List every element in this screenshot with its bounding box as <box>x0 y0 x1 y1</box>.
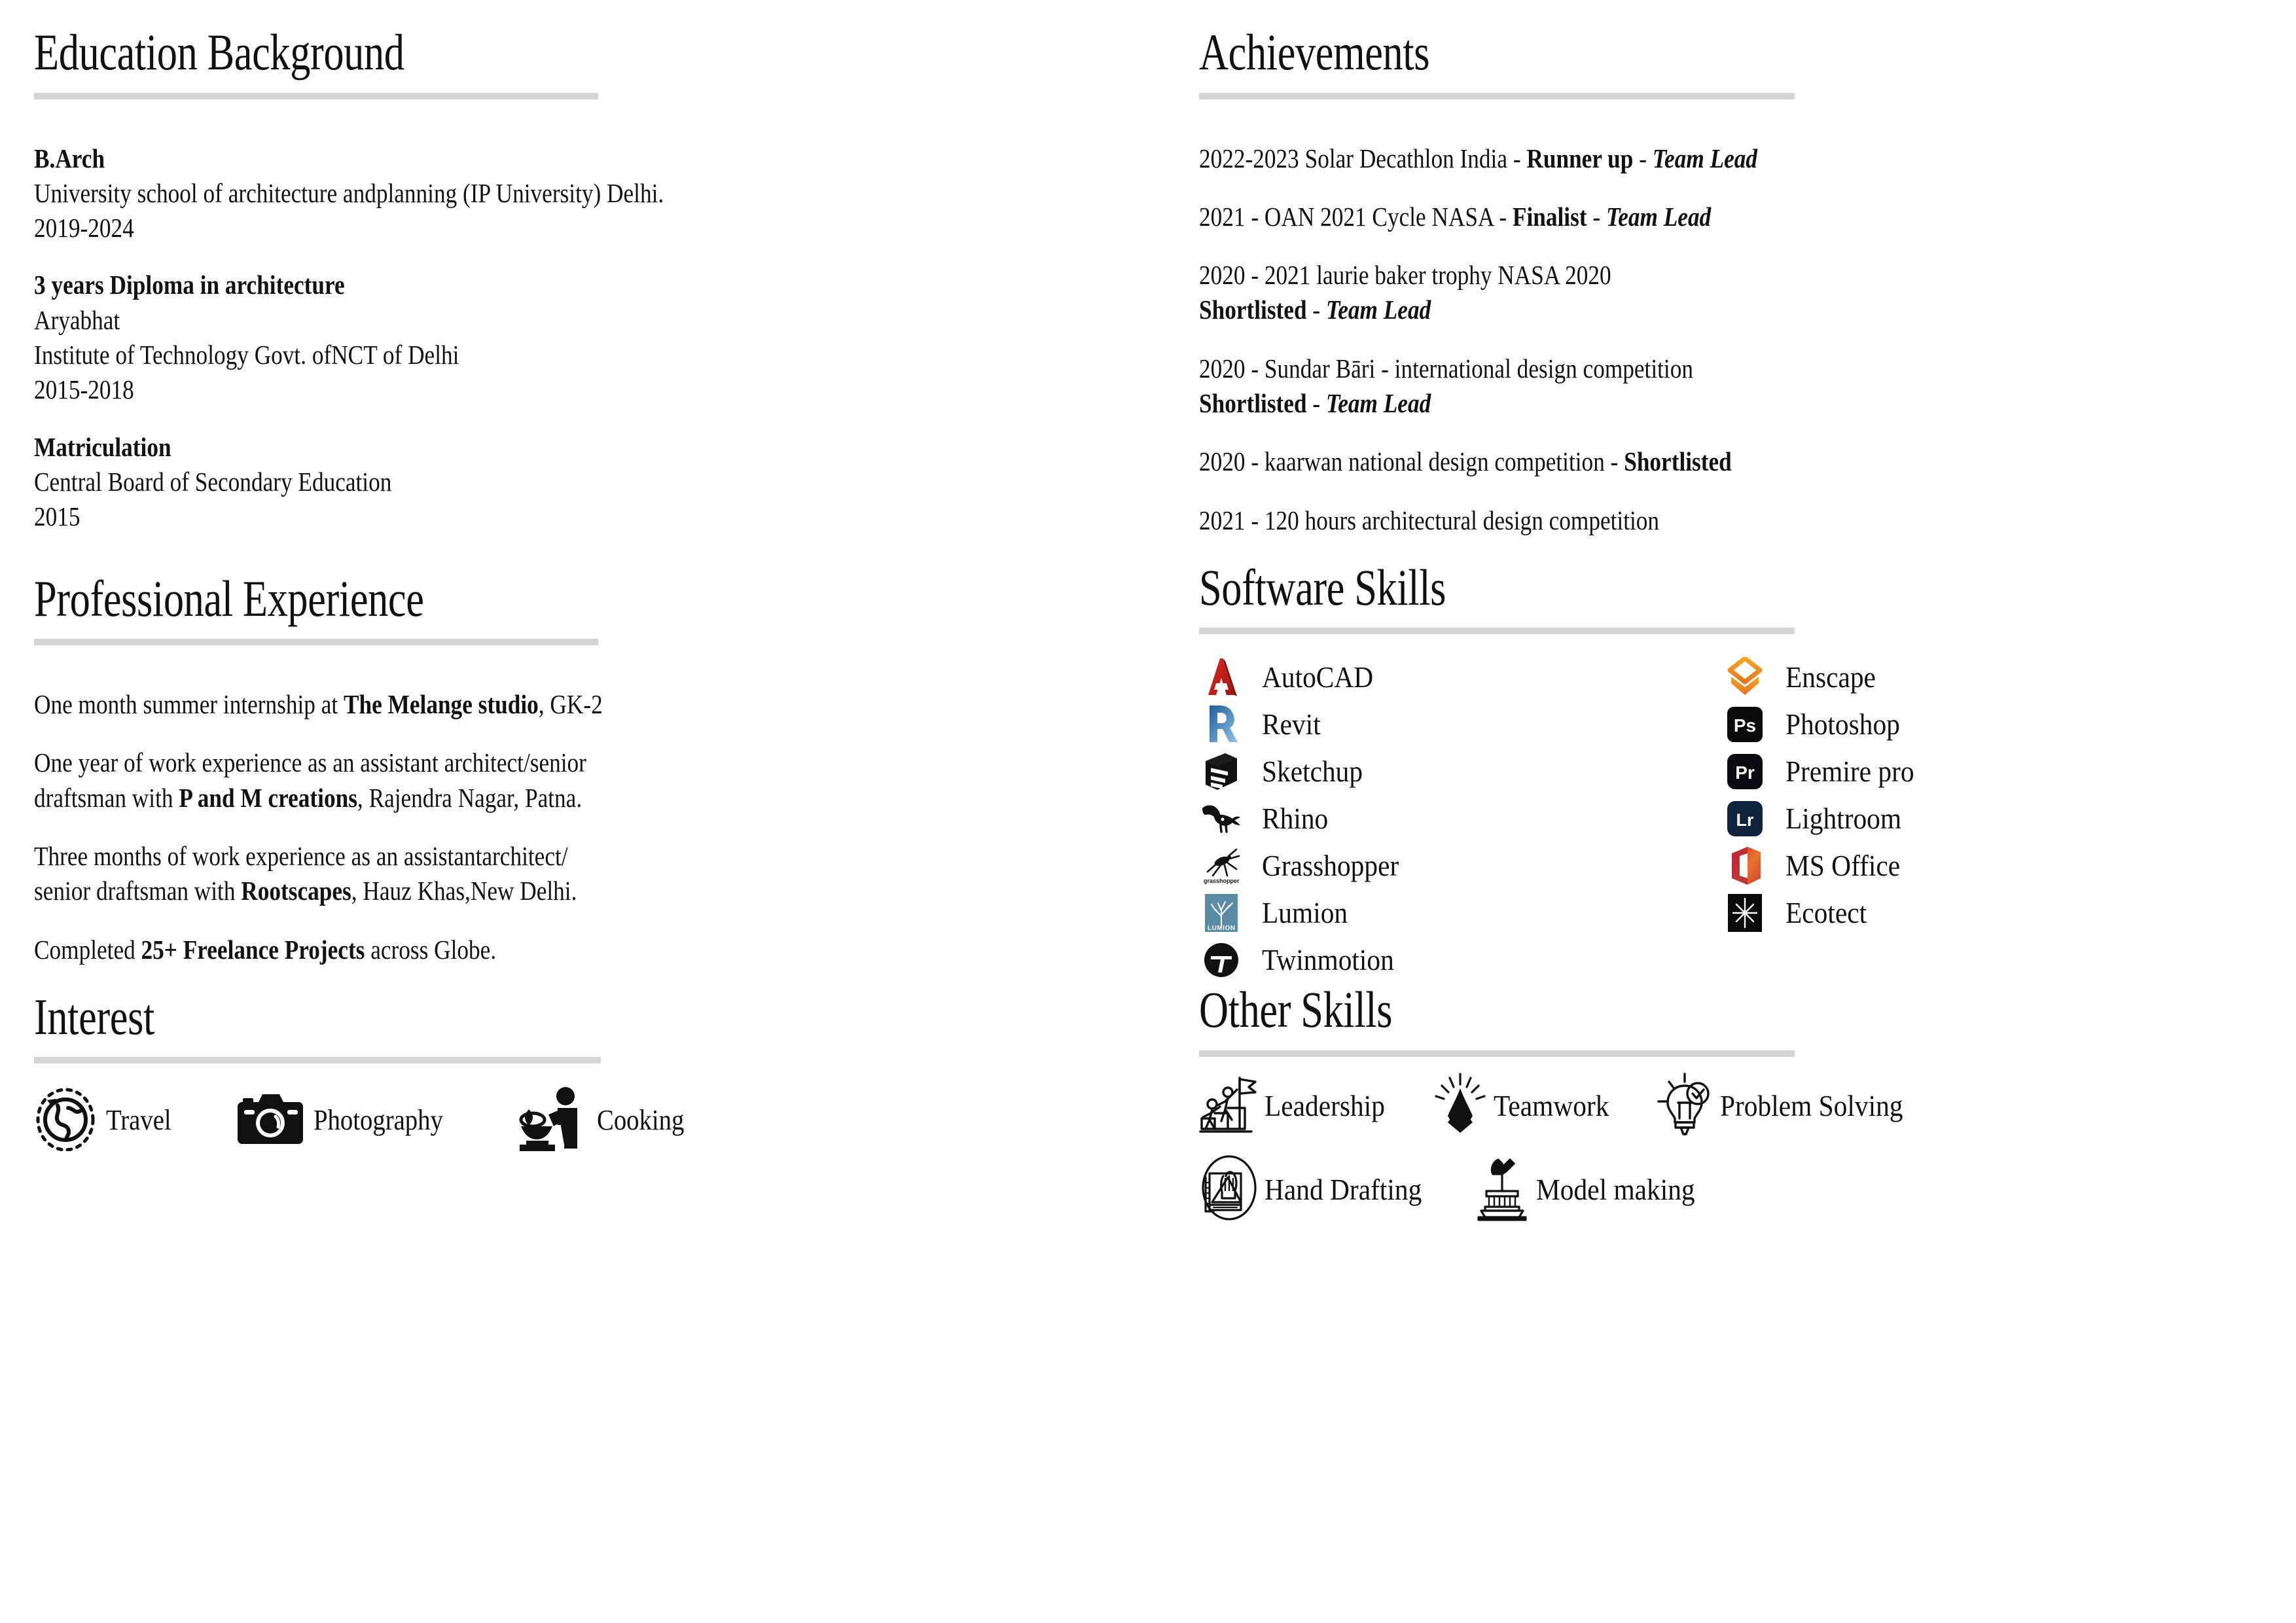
achievement-role: Team Lead <box>1325 388 1431 419</box>
achievement-line2 <box>1199 293 2142 327</box>
experience-text-plain2: , Rajendra Nagar, Patna. <box>357 782 583 813</box>
experience-text-plain: senior draftsman with <box>34 876 242 906</box>
education-degree: 3 years Diploma in architecture <box>34 270 345 300</box>
other-skill-label: Problem Solving <box>1720 1088 1903 1122</box>
experience-text-line2 <box>34 874 1013 908</box>
premiere-pro-icon <box>1723 753 1767 790</box>
svg-text:Pr: Pr <box>1735 762 1755 783</box>
interest-label: Cooking <box>597 1103 685 1136</box>
software-item-ms-office <box>1723 842 2207 889</box>
achievement-sep: - <box>1493 201 1513 232</box>
education-item <box>34 268 1172 407</box>
software-item-twinmotion <box>1199 936 1723 984</box>
lightbulb-check-icon <box>1656 1071 1715 1140</box>
software-item-revit <box>1199 701 1723 748</box>
software-skills-divider <box>1199 628 1795 634</box>
achievements-divider <box>1199 93 1795 99</box>
experience-divider <box>34 639 598 645</box>
interest-heading: Interest <box>34 988 154 1045</box>
achievement-title: 2020 - Sundar Bāri - international design competition <box>1199 353 1693 383</box>
experience-item <box>34 687 1172 722</box>
other-skill-leadership <box>1199 1073 1398 1139</box>
software-skills-heading: Software Skills <box>1199 558 1446 616</box>
experience-section <box>34 569 1172 967</box>
software-skills-grid <box>1199 654 2296 984</box>
achievement-sep2: - <box>1633 143 1653 173</box>
other-skills-row-2 <box>1199 1154 2296 1224</box>
education-institution: Central Board of Secondary Education <box>34 466 392 497</box>
leadership-flag-icon <box>1199 1073 1259 1139</box>
achievement-title: 2020 - kaarwan national design competition <box>1199 446 1605 477</box>
experience-item <box>34 745 1172 815</box>
achievement-result: Shortlisted <box>1199 388 1307 419</box>
interest-items <box>34 1086 1172 1154</box>
other-skill-model-making <box>1473 1154 1713 1224</box>
experience-text-plain: One month summer internship at <box>34 689 344 720</box>
interest-label: Travel <box>106 1103 171 1136</box>
software-name: Grasshopper <box>1262 849 1399 882</box>
achievement-item <box>1199 258 2296 328</box>
interest-item-cooking <box>517 1086 696 1154</box>
other-skill-label: Teamwork <box>1494 1088 1609 1122</box>
achievement-line <box>1199 141 2142 176</box>
software-item-rhino <box>1199 795 1723 842</box>
experience-text <box>34 687 1013 722</box>
education-institution: University school of architecture andplanning (IP University) Delhi. <box>34 177 664 208</box>
achievement-item <box>1199 444 2296 479</box>
education-institution: Aryabhat <box>34 304 120 335</box>
software-name: AutoCAD <box>1262 660 1374 694</box>
other-skills-divider <box>1199 1050 1795 1057</box>
hand-drafting-icon <box>1199 1155 1259 1224</box>
achievement-result: Shortlisted <box>1624 446 1732 477</box>
software-name: Enscape <box>1785 660 1876 694</box>
software-name: Lightroom <box>1785 802 1902 835</box>
software-item-sketchup <box>1199 748 1723 795</box>
software-name: Lumion <box>1262 896 1348 929</box>
experience-text-bold: Rootscapes <box>241 876 351 906</box>
globe-travel-icon <box>34 1086 97 1154</box>
achievement-result: Shortlisted <box>1199 294 1307 325</box>
camera-icon <box>236 1090 304 1150</box>
other-skill-label: Hand Drafting <box>1265 1172 1422 1206</box>
education-years: 2019-2024 <box>34 213 134 243</box>
teamwork-hands-icon <box>1432 1073 1488 1139</box>
experience-text-line1: One year of work experience as an assistant architect/senior <box>34 747 586 778</box>
cooking-icon <box>517 1086 588 1154</box>
experience-text-bold: The Melange studio <box>344 689 539 720</box>
other-skill-label: Leadership <box>1265 1088 1385 1122</box>
ecotect-icon <box>1723 893 1767 933</box>
software-item-grasshopper <box>1199 842 1723 889</box>
other-skill-label: Model making <box>1535 1172 1695 1206</box>
ms-office-icon <box>1723 846 1767 886</box>
software-name: Rhino <box>1262 802 1329 835</box>
other-skills-section <box>1199 981 2296 1224</box>
interest-item-travel <box>34 1086 180 1154</box>
experience-text-plain2: across Globe. <box>365 934 497 965</box>
sketchup-icon <box>1199 752 1244 791</box>
education-item <box>34 430 1172 535</box>
other-skill-hand-drafting <box>1199 1155 1439 1224</box>
autocad-icon <box>1199 657 1244 698</box>
achievement-item <box>1199 200 2296 234</box>
education-item <box>34 141 1172 246</box>
education-section <box>34 26 1172 535</box>
achievements-list <box>1199 141 2296 538</box>
education-degree: Matriculation <box>34 431 171 462</box>
education-degree: B.Arch <box>34 143 105 173</box>
education-divider <box>34 93 598 99</box>
education-years: 2015 <box>34 501 81 532</box>
achievements-section <box>1199 26 2296 538</box>
other-skills-heading: Other Skills <box>1199 981 1393 1039</box>
software-item-lumion <box>1199 889 1723 936</box>
software-name: Premire pro <box>1785 755 1914 788</box>
software-name: Revit <box>1262 707 1321 741</box>
svg-text:Lr: Lr <box>1736 810 1754 830</box>
achievement-sep: - <box>1306 388 1326 419</box>
achievement-title: 2021 - OAN 2021 Cycle NASA <box>1199 201 1494 232</box>
experience-text-bold: P and M creations <box>179 782 357 813</box>
education-list <box>34 141 1172 535</box>
achievement-line <box>1199 444 2142 479</box>
other-skill-problem-solving <box>1656 1071 1924 1140</box>
software-name: MS Office <box>1785 849 1901 882</box>
svg-text:grasshopper: grasshopper <box>1204 878 1240 885</box>
achievement-role: Team Lead <box>1605 201 1712 232</box>
experience-text-plain: draftsman with <box>34 782 179 813</box>
achievement-sep: - <box>1604 446 1624 477</box>
software-name: Photoshop <box>1785 707 1900 741</box>
revit-icon <box>1199 704 1244 745</box>
software-item-autocad <box>1199 654 1723 701</box>
software-name: Twinmotion <box>1262 943 1394 976</box>
achievement-role: Team Lead <box>1652 143 1758 173</box>
achievement-line2 <box>1199 386 2142 421</box>
software-item-photoshop <box>1723 701 2207 748</box>
achievement-sep: - <box>1507 143 1527 173</box>
software-skills-column-1 <box>1199 654 1723 984</box>
achievement-sep2: - <box>1587 201 1606 232</box>
right-column <box>1172 0 2296 1623</box>
education-institution-line2: Institute of Technology Govt. ofNCT of Delhi <box>34 340 459 370</box>
achievement-result: Runner up <box>1526 143 1634 173</box>
experience-text <box>34 933 1013 967</box>
interest-label: Photography <box>314 1103 444 1136</box>
achievement-role: Team Lead <box>1325 294 1431 325</box>
achievement-item <box>1199 503 2296 538</box>
achievement-title: 2020 - 2021 laurie baker trophy NASA 2020 <box>1199 260 1611 291</box>
rhino-icon <box>1199 803 1244 834</box>
experience-item <box>34 933 1172 967</box>
enscape-icon <box>1723 657 1767 698</box>
grasshopper-icon <box>1199 847 1244 885</box>
achievement-line <box>1199 200 2142 234</box>
achievement-item <box>1199 141 2296 176</box>
photoshop-icon <box>1723 706 1767 743</box>
software-name: Sketchup <box>1262 755 1363 788</box>
experience-text-plain2: , Hauz Khas,New Delhi. <box>351 876 577 906</box>
experience-text-bold: 25+ Freelance Projects <box>141 934 365 965</box>
svg-text:LUMION: LUMION <box>1208 925 1236 933</box>
achievement-title: 2022-2023 Solar Decathlon India <box>1199 143 1508 173</box>
education-heading: Education Background <box>34 24 404 80</box>
experience-heading: Professional Experience <box>34 569 424 627</box>
software-item-lightroom <box>1723 795 2207 842</box>
software-item-ecotect <box>1723 889 2207 936</box>
experience-text-line2 <box>34 781 1013 815</box>
experience-text-plain2: , GK-2 <box>538 689 603 720</box>
achievements-heading: Achievements <box>1199 24 1430 80</box>
model-making-icon <box>1473 1154 1531 1224</box>
software-skills-section <box>1199 558 2296 984</box>
achievement-sep: - <box>1306 294 1326 325</box>
software-name: Ecotect <box>1785 896 1867 929</box>
experience-item <box>34 839 1172 909</box>
interest-item-photography <box>236 1090 461 1150</box>
lumion-icon <box>1199 893 1244 933</box>
software-skills-column-2 <box>1723 654 2207 984</box>
achievement-title: 2021 - 120 hours architectural design competition <box>1199 505 1660 535</box>
experience-text-line1: Three months of work experience as an assistantarchitect/ <box>34 840 568 871</box>
interest-divider <box>34 1057 601 1063</box>
lightroom-icon <box>1723 800 1767 837</box>
experience-list <box>34 687 1172 967</box>
other-skills-row-1 <box>1199 1071 2296 1140</box>
twinmotion-icon <box>1199 942 1244 978</box>
software-item-premiere-pro <box>1723 748 2207 795</box>
experience-text-plain: Completed <box>34 934 141 965</box>
other-skill-teamwork <box>1432 1073 1622 1139</box>
svg-text:Ps: Ps <box>1733 715 1757 736</box>
achievement-item <box>1199 351 2296 421</box>
achievement-result: Finalist <box>1512 201 1587 232</box>
interest-section <box>34 988 1172 1155</box>
software-item-enscape <box>1723 654 2207 701</box>
education-years: 2015-2018 <box>34 374 134 405</box>
